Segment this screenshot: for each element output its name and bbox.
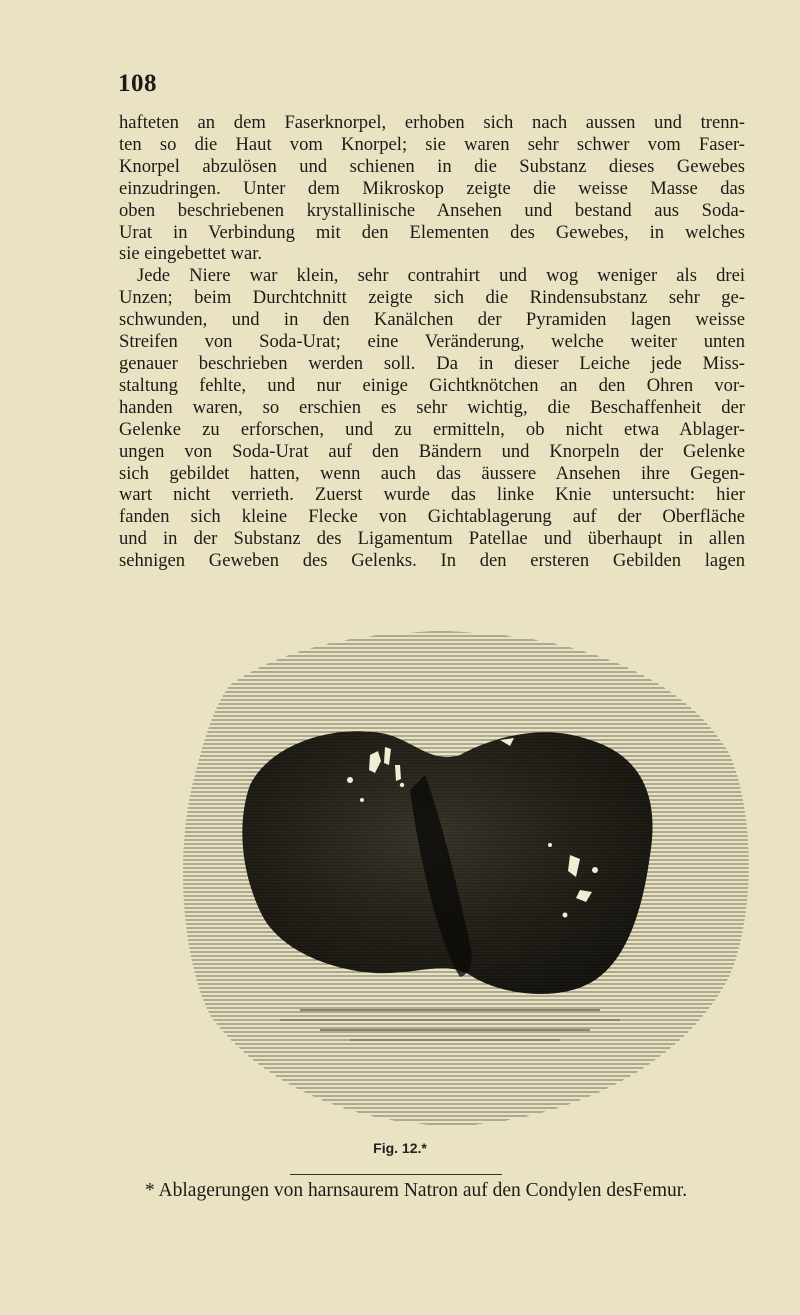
body-line: hafteten an dem Faserknorpel, erhoben sich nach aussen und trenn- (119, 112, 745, 133)
page-number: 108 (118, 70, 157, 97)
body-line: sie eingebettet war. (119, 243, 263, 265)
body-line: einzudringen. Unter dem Mikroskop zeigte die weisse Masse das (119, 177, 745, 199)
body-line: Knorpel abzulösen und schienen in die Substanz dieses Gewebes (119, 155, 745, 177)
body-text (119, 112, 745, 572)
body-line: Gelenke zu erforschen, und zu ermitteln, ob nicht etwa Ablager- (119, 418, 745, 440)
body-line: ten so die Haut vom Knorpel; sie waren sehr schwer vom Faser- (119, 133, 745, 155)
body-line: Jede Niere war klein, sehr contrahirt und wog weniger als drei (137, 265, 745, 287)
body-line: handen waren, so erschien es sehr wichtig, die Beschaffenheit der (119, 396, 745, 418)
body-line: oben beschriebenen krystallinische Ansehen und bestand aus Soda- (119, 199, 745, 221)
body-line: schwunden, und in den Kanälchen der Pyramiden lagen weisse (119, 309, 745, 331)
body-line: genauer beschrieben werden soll. Da in dieser Leiche jede Miss- (119, 352, 745, 374)
body-line: ungen von Soda-Urat auf den Bändern und Knorpeln der Gelenke (119, 440, 745, 462)
footnote-divider (290, 1174, 502, 1175)
figure-caption: Fig. 12.* (373, 1140, 427, 1156)
figure-engraving (170, 615, 760, 1135)
body-line: Streifen von Soda-Urat; eine Veränderung, welche weiter unten (119, 331, 745, 353)
engraving-femur-condyles-icon (170, 615, 760, 1135)
body-line: Urat in Verbindung mit den Elementen des Gewebes, in welches (119, 221, 745, 243)
body-line: sich gebildet hatten, wenn auch das äussere Ansehen ihre Gegen- (119, 462, 745, 484)
body-line: fanden sich kleine Flecke von Gichtablagerung auf der Oberfläche (119, 506, 745, 528)
body-line: und in der Substanz des Ligamentum Patellae und überhaupt in allen (119, 528, 745, 550)
body-line: wart nicht verrieth. Zuerst wurde das linke Knie untersucht: hier (119, 484, 745, 506)
body-line: Unzen; beim Durchtchnitt zeigte sich die Rindensubstanz sehr ge- (119, 287, 745, 309)
body-line: staltung fehlte, und nur einige Gichtknötchen an den Ohren vor- (119, 374, 745, 396)
body-line: sehnigen Geweben des Gelenks. In den ersteren Gebilden lagen (119, 550, 745, 572)
footnote: * Ablagerungen von harnsaurem Natron auf den Condylen desFemur. (145, 1180, 688, 1201)
